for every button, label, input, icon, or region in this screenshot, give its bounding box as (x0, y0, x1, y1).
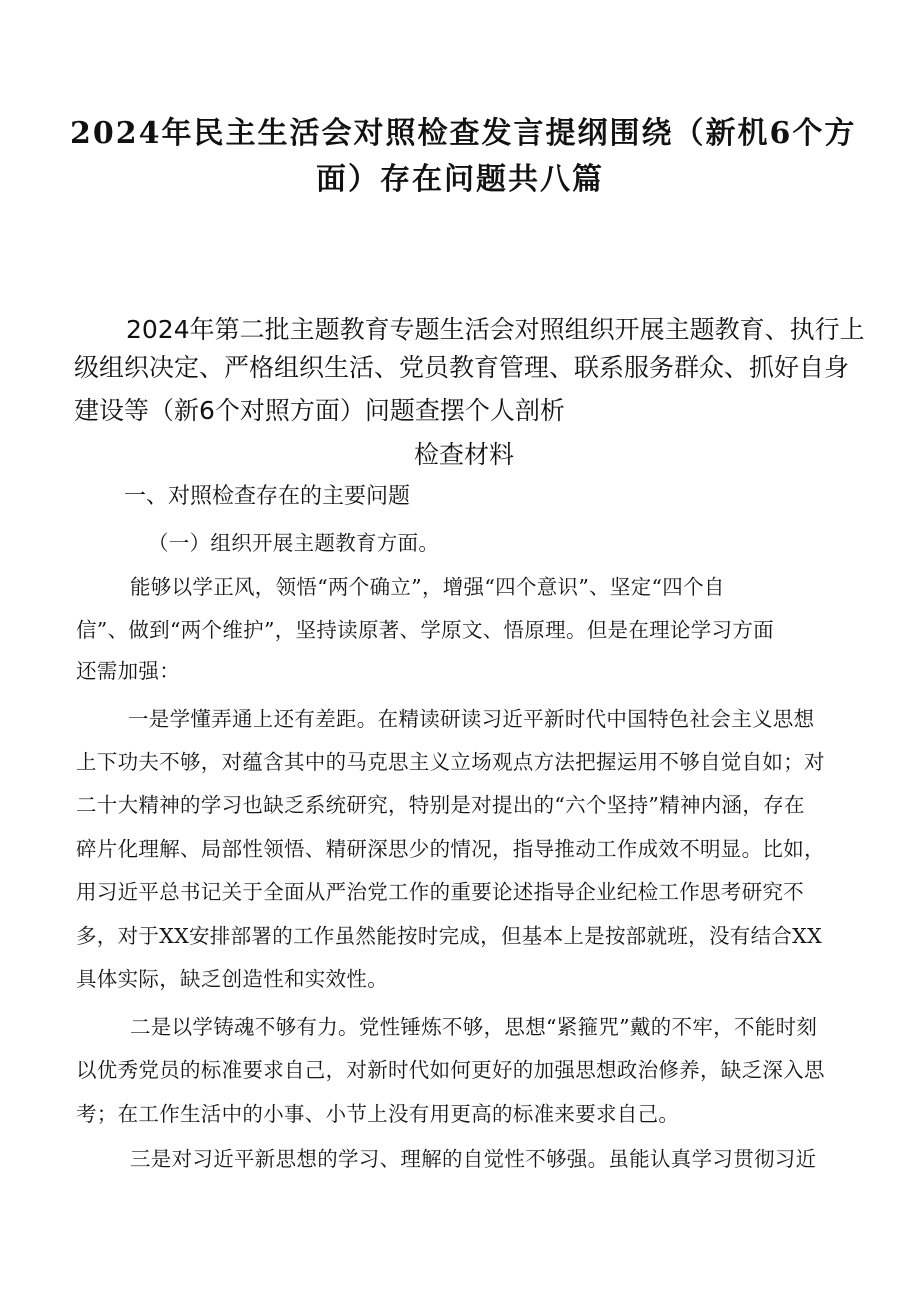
subsection-heading: （一）组织开展主题教育方面。 (148, 531, 440, 555)
document-title-line-2: 面）存在问题共八篇 (316, 162, 604, 197)
paragraph-2-line-2: 上下功夫不够，对蕴含其中的马克思主义立场观点方法把握运用不够自觉自如；对 (76, 750, 825, 774)
subtitle-line-3: 建设等（新6个对照方面）问题查摆个人剖析 (74, 396, 565, 425)
paragraph-1-line-2: 信”、做到“两个维护”，坚持读原著、学原文、悟原理。但是在理论学习方面 (76, 618, 774, 642)
paragraph-4-line-1: 三是对习近平新思想的学习、理解的自觉性不够强。虽能认真学习贯彻习近 (130, 1147, 817, 1171)
paragraph-1-line-3: 还需加强： (76, 659, 180, 683)
paragraph-3-line-3: 考；在工作生活中的小事、小节上没有用更高的标准来要求自己。 (76, 1102, 680, 1126)
paragraph-2-line-1: 一是学懂弄通上还有差距。在精读研读习近平新时代中国特色社会主义思想 (128, 707, 815, 731)
document-title-line-1: 2024年民主生活会对照检查发言提纲围绕（新机6个方 (70, 116, 857, 151)
subtitle-line-2: 级组织决定、严格组织生活、党员教育管理、联系服务群众、抓好自身 (74, 353, 850, 382)
paragraph-3-line-2: 以优秀党员的标准要求自己，对新时代如何更好的加强思想政治修养，缺乏深入思 (76, 1058, 825, 1082)
subtitle-line-1: 2024年第二批主题教育专题生活会对照组织开展主题教育、执行上 (126, 315, 865, 344)
paragraph-2-line-3: 二十大精神的学习也缺乏系统研究，特别是对提出的“六个坚持”精神内涵，存在 (76, 793, 805, 817)
paragraph-1-line-1: 能够以学正风，领悟“两个确立”，增强“四个意识”、坚定“四个自 (130, 575, 725, 599)
section-heading: 一、对照检查存在的主要问题 (124, 484, 411, 509)
paragraph-2-line-7: 具体实际，缺乏创造性和实效性。 (76, 967, 388, 991)
paragraph-2-line-5: 用习近平总书记关于全面从严治党工作的重要论述指导企业纪检工作思考研究不 (76, 880, 804, 904)
paragraph-3-line-1: 二是以学铸魂不够有力。党性锤炼不够，思想“紧箍咒”戴的不牢，不能时刻 (130, 1015, 818, 1039)
subtitle-line-4: 检查材料 (414, 440, 515, 469)
paragraph-2-line-4: 碎片化理解、局部性领悟、精研深思少的情况，指导推动工作成效不明显。比如， (76, 837, 825, 861)
paragraph-2-line-6: 多，对于XX安排部署的工作虽然能按时完成，但基本上是按部就班，没有结合XX (76, 924, 822, 948)
